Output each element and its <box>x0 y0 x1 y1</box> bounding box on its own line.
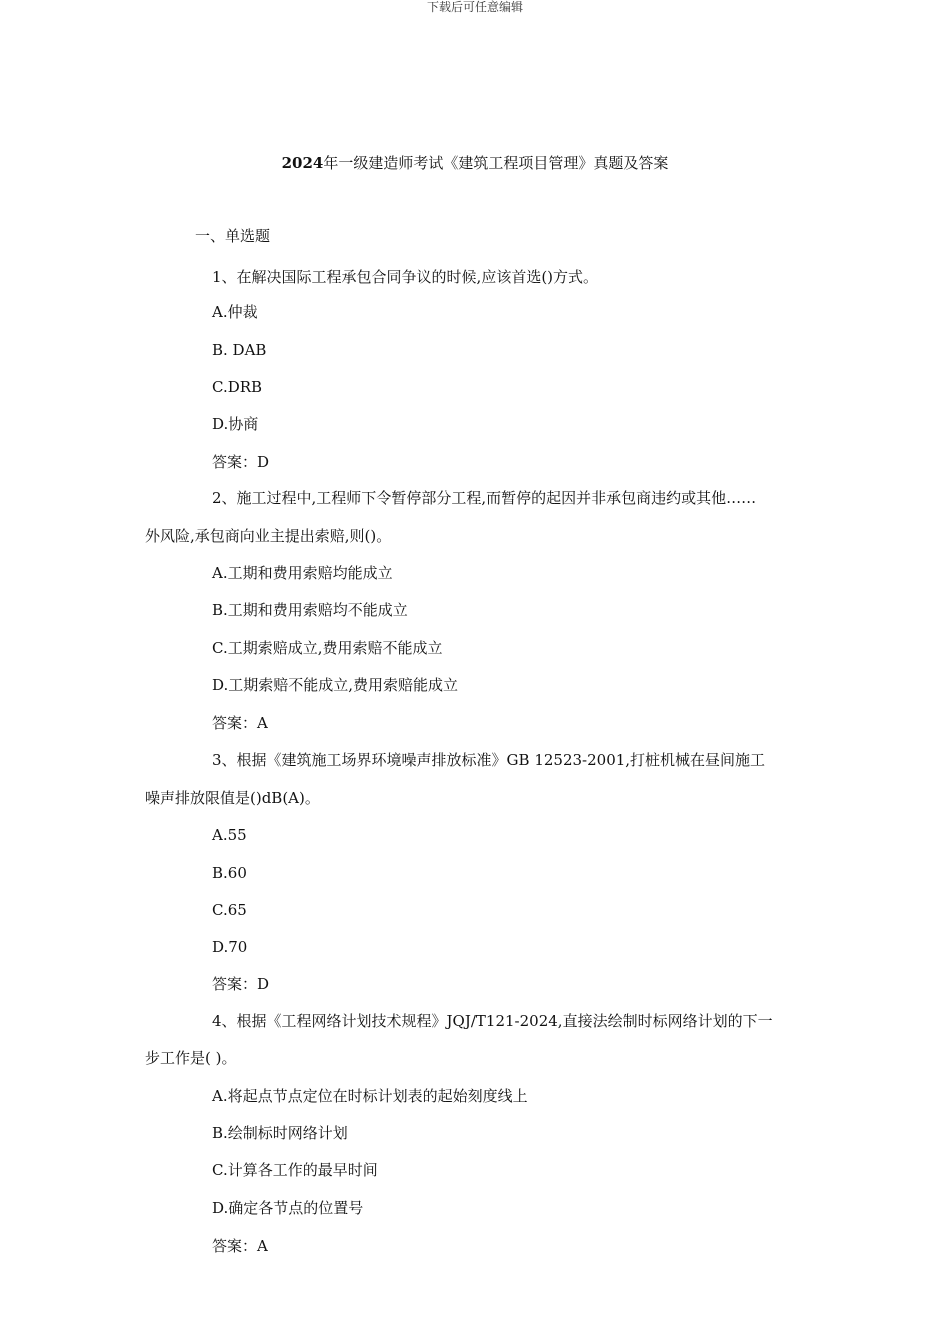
document-title <box>0 153 950 173</box>
question-1-option-a: A.仲裁 <box>212 303 258 321</box>
question-2-answer: 答案：A <box>212 714 268 732</box>
question-1-option-d: D.协商 <box>212 415 259 433</box>
question-4-stem-continued: 步工作是( )。 <box>145 1049 237 1067</box>
question-1-answer: 答案：D <box>212 453 270 471</box>
question-4-option-c: C.计算各工作的最早时间 <box>212 1161 378 1179</box>
question-3-stem-continued: 噪声排放限值是()dB(A)。 <box>145 789 320 807</box>
question-4-option-d: D.确定各节点的位置号 <box>212 1199 364 1217</box>
question-4-option-b: B.绘制标时网络计划 <box>212 1124 348 1142</box>
question-2-option-a: A.工期和费用索赔均能成立 <box>212 564 393 582</box>
question-3-stem: 3、根据《建筑施工场界环境噪声排放标准》GB 12523-2001,打桩机械在昼间施工 <box>212 751 766 769</box>
question-2-option-d: D.工期索赔不能成立,费用索赔能成立 <box>212 676 459 694</box>
question-3-answer: 答案：D <box>212 975 270 993</box>
question-3-option-a: A.55 <box>212 826 247 844</box>
question-3-option-c: C.65 <box>212 901 247 919</box>
header-note: 下载后可任意编辑 <box>426 0 523 14</box>
question-2-stem: 2、施工过程中,工程师下令暂停部分工程,而暂停的起因并非承包商违约或其他…… <box>212 489 757 507</box>
question-4-answer: 答案：A <box>212 1237 268 1255</box>
question-4-option-a: A.将起点节点定位在时标计划表的起始刻度线上 <box>212 1087 528 1105</box>
title-text: 年一级建造师考试《建筑工程项目管理》真题及答案 <box>323 154 669 172</box>
question-3-option-d: D.70 <box>212 938 248 956</box>
question-4-stem: 4、根据《工程网络计划技术规程》JQJ/T121-2024,直接法绘制时标网络计划的下一 <box>212 1012 773 1030</box>
question-3-option-b: B.60 <box>212 864 247 882</box>
question-1-option-b: B. DAB <box>212 341 267 359</box>
title-year: 2024 <box>281 154 324 172</box>
question-1-option-c: C.DRB <box>212 378 263 396</box>
question-2-option-c: C.工期索赔成立,费用索赔不能成立 <box>212 639 443 657</box>
question-2-stem-continued: 外风险,承包商向业主提出索赔,则()。 <box>145 527 392 545</box>
question-2-option-b: B.工期和费用索赔均不能成立 <box>212 601 408 619</box>
question-1-stem: 1、在解决国际工程承包合同争议的时候,应该首选()方式。 <box>212 268 599 286</box>
section-heading: 一、单选题 <box>195 227 271 245</box>
